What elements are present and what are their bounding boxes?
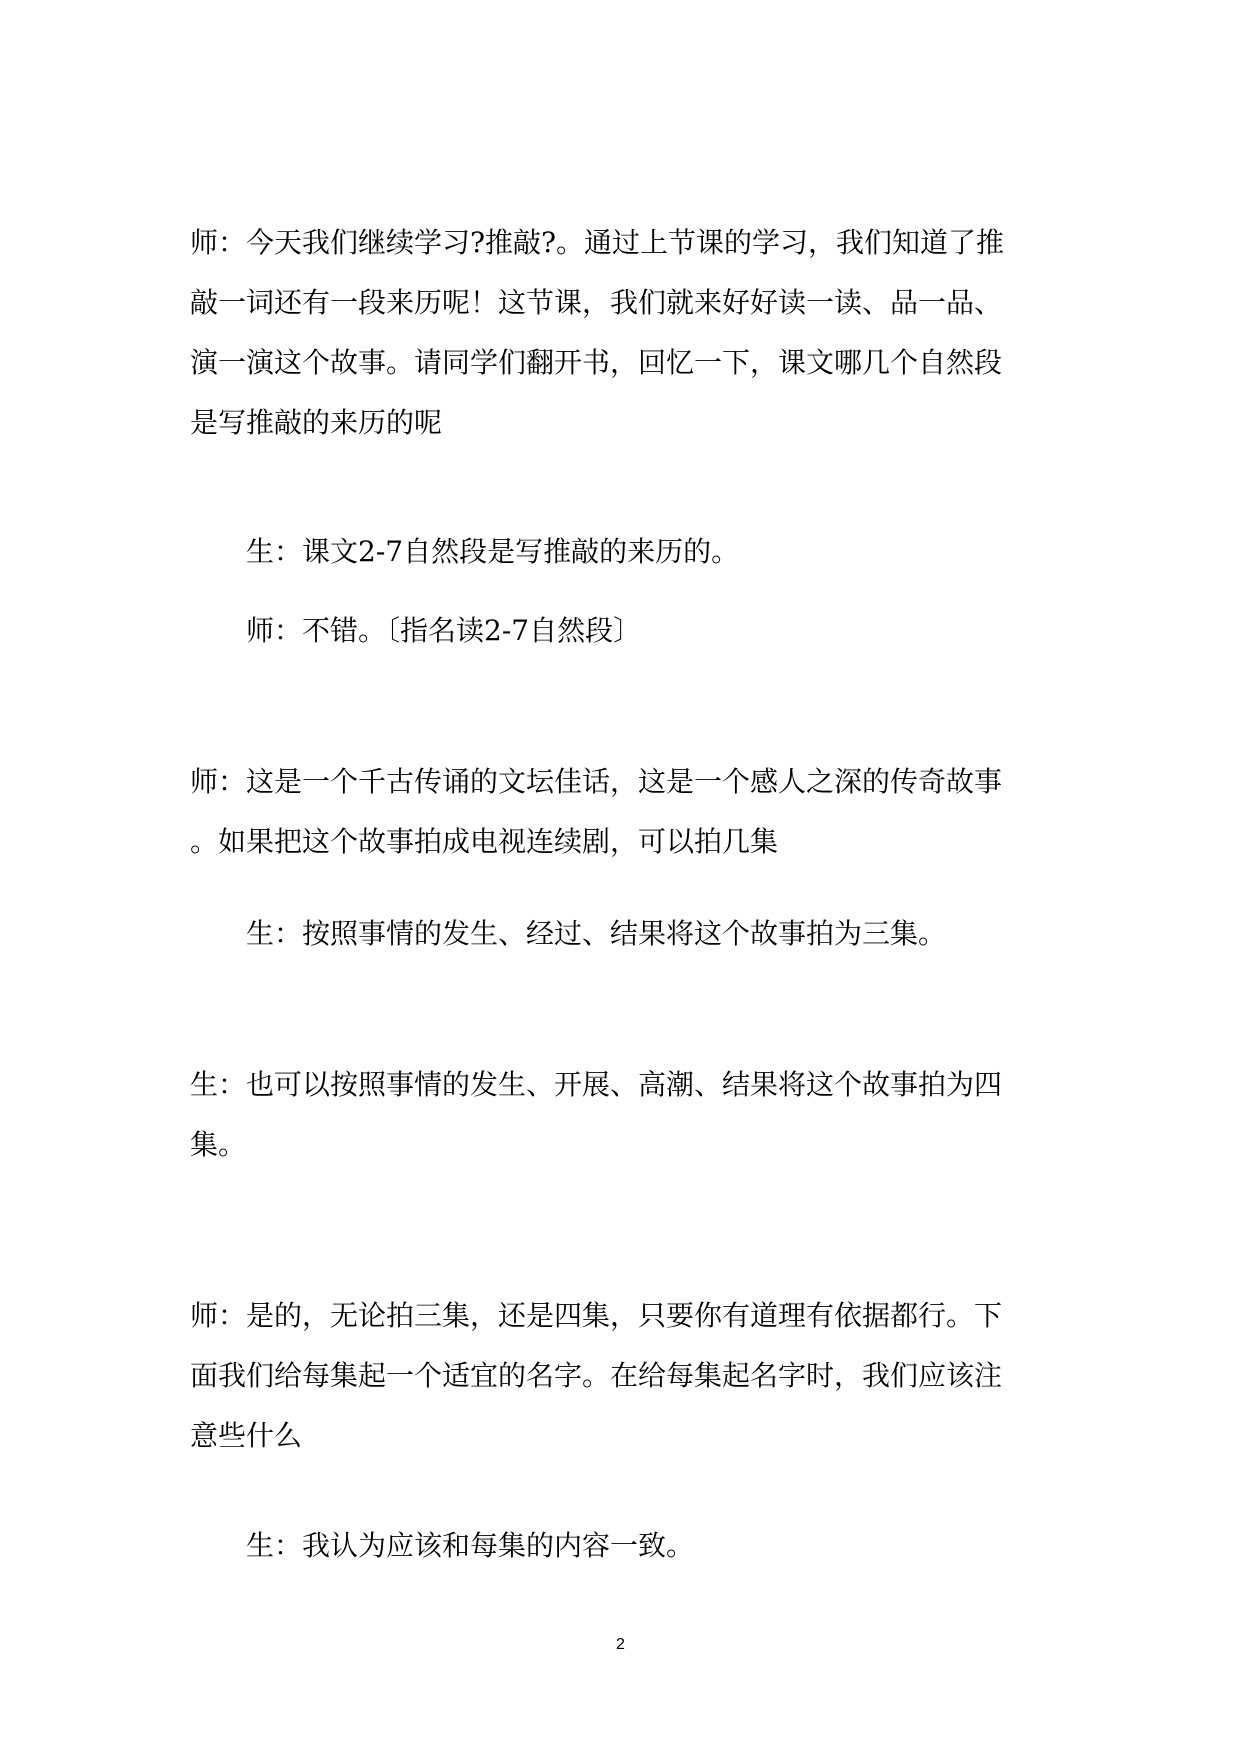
text-line: 生：我认为应该和每集的内容一致。 [246,1529,695,1562]
page-number: 2 [616,1636,625,1653]
paragraph-student-answer-1 [246,522,1126,582]
text-line: 师：今天我们继续学习?推敲?。通过上节课的学习，我们知道了推 [190,226,1005,259]
text-line: 师：是的，无论拍三集，还是四集，只要你有道理有依据都行。下 [190,1299,1003,1332]
paragraph-teacher-question [190,752,1070,872]
text-line: 师：这是一个千古传诵的文坛佳话，这是一个感人之深的传奇故事 [190,765,1003,798]
text-line: 演一演这个故事。请同学们翻开书，回忆一下，课文哪几个自然段 [190,346,1003,379]
text-line: 生：课文2-7自然段是写推敲的来历的。 [246,535,740,568]
paragraph-student-answer-4 [246,1516,1126,1576]
text-line: 生：按照事情的发生、经过、结果将这个故事拍为三集。 [246,917,947,950]
text-line: 敲一词还有一段来历呢！这节课，我们就来好好读一读、品一品、 [190,286,1003,319]
text-line: 。如果把这个故事拍成电视连续剧，可以拍几集 [190,825,779,858]
paragraph-teacher-reply-1 [246,601,1126,661]
text-line: 面我们给每集起一个适宜的名字。在给每集起名字时，我们应该注 [190,1359,1003,1392]
text-line: 师：不错。〔指名读2-7自然段〕 [246,614,642,647]
paragraph-student-answer-3 [190,1055,1070,1175]
paragraph-teacher-reply-2 [190,1286,1070,1466]
text-line: 意些什么 [190,1419,303,1452]
paragraph-teacher-intro [190,213,1070,453]
paragraph-student-answer-2 [246,904,1126,964]
text-line: 是写推敲的来历的呢 [190,406,443,439]
text-line: 生：也可以按照事情的发生、开展、高潮、结果将这个故事拍为四 [190,1068,1003,1101]
text-line: 集。 [190,1128,247,1161]
